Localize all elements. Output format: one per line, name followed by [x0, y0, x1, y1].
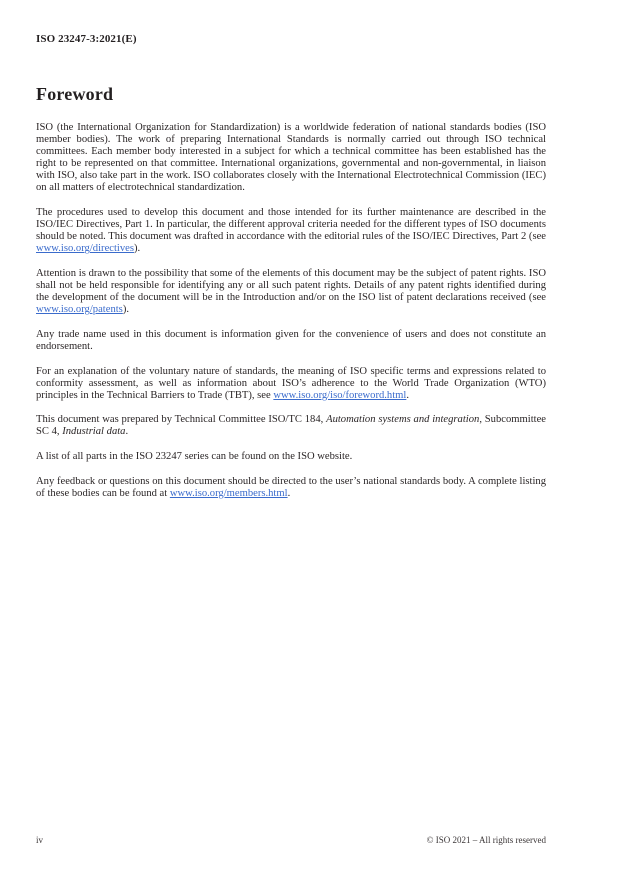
paragraph-text: . [406, 389, 410, 401]
link-iso-foreword[interactable] [273, 390, 406, 401]
link-text: www.iso.org/ [273, 389, 331, 401]
paragraph-text: The procedures used to develop this document and those intended for its further maintenance are described in the ISO/IEC Directives, Part 1. In particular, the different approval criteria needed for the different types of ISO documents should be noted. This document was drafted in accordance with the editorial rules of the ISO/IEC Directives, Part 2 (see [36, 207, 546, 243]
copyright-notice: © ISO 2021 – All rights reserved [426, 835, 546, 845]
paragraph-text: . [287, 487, 291, 499]
paragraph-series-list [36, 451, 546, 463]
link-text: iso/foreword.html [330, 389, 407, 401]
link-iso-patents[interactable]: www.iso.org/patents [36, 304, 123, 316]
paragraph-trade-name [36, 329, 546, 353]
paragraph-text: Any feedback or questions on this document should be directed to the user’s national standards body. A complete listing of these bodies can be found at [36, 475, 546, 499]
paragraph-iso-federation [36, 122, 546, 195]
page-footer [36, 835, 546, 845]
paragraph-text: For an explanation of the voluntary nature of standards, the meaning of ISO specific terms and expressions related to conformity assessment, as well as information about ISO’s adherence to the World Trade Organization (WTO) principles in the Technical Barriers to Trade (TBT), see [36, 365, 546, 401]
paragraph-text: This document was prepared by Technical Committee ISO/TC 184, [36, 414, 327, 426]
paragraph-text: ). [133, 243, 141, 255]
paragraph-text: Attention is drawn to the possibility that some of the elements of this document may be the subject of patent rights. ISO shall not be held responsible for identifying any or all such patent rights. Details of any patent rights identified during the development of the document will be in the Introduction and/or on the ISO list of patent declarations received (see [36, 267, 546, 304]
paragraph-feedback [36, 476, 546, 500]
paragraph-text: Any trade name used in this document is information given for the convenience of users and does not constitute an endorsement. [36, 328, 546, 352]
page-title: Foreword [36, 84, 114, 104]
page-content [36, 33, 546, 512]
paragraph-text: . [125, 426, 129, 438]
paragraph-text: , Subcommittee SC 4, [36, 414, 546, 438]
paragraph-text: A list of all parts in the ISO 23247 series can be found on the ISO website. [36, 450, 353, 462]
paragraph-text: ISO (the International Organization for Standardization) is a worldwide federation of national standards bodies (ISO member bodies). The work of preparing International Standards is normally carried out through ISO technical committees. Each member body interested in a subject for which a technical committee has been established has the right to be represented on that committee. International organizations, governmental and non-governmental, in liaison with ISO, also take part in the work. ISO collaborates closely with the International Electrotechnical Commission (IEC) on all matters of electrotechnical standardization. [36, 122, 546, 194]
page-number: iv [36, 835, 44, 845]
link-iso-members[interactable]: www.iso.org/members.html [169, 487, 288, 499]
subcommittee-name-italic: Industrial data [62, 426, 126, 438]
paragraph-wto-tbt [36, 366, 546, 402]
paragraph-technical-committee [36, 414, 546, 438]
committee-name-italic: Automation systems and integration [326, 414, 480, 426]
link-iso-directives[interactable]: www.iso.org/directives [36, 243, 134, 255]
paragraph-text: ). [122, 304, 129, 316]
paragraph-procedures [36, 207, 546, 255]
document-reference: ISO 23247-3:2021(E) [36, 33, 137, 45]
paragraph-patent-rights [36, 268, 546, 316]
